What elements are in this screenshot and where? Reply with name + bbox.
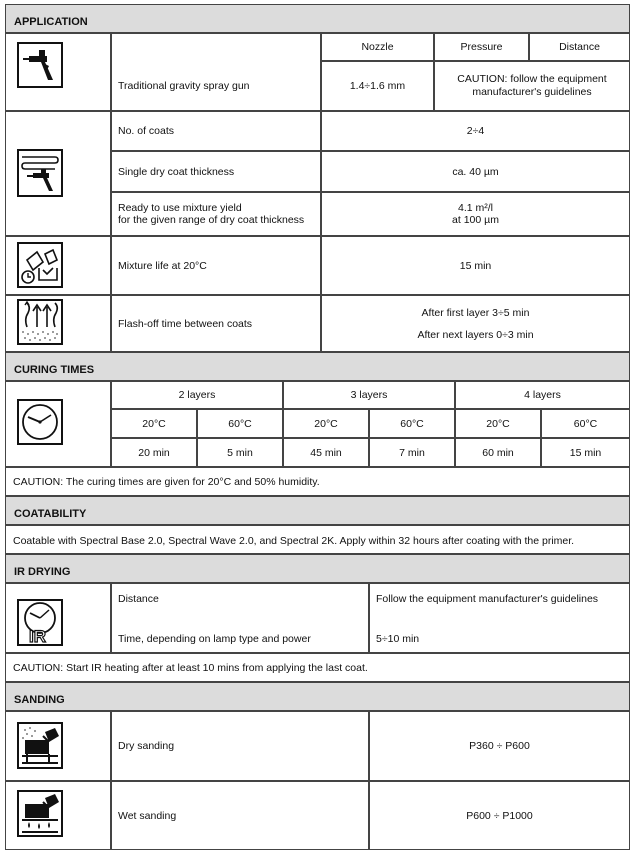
time-value-1: 20 min	[138, 447, 170, 459]
multi-coat-spray-icon	[17, 149, 63, 197]
dry-sanding-label: Dry sanding	[118, 740, 175, 752]
flash-off-icon	[17, 299, 63, 345]
ir-drying-title: IR DRYING	[14, 566, 71, 578]
ir-distance-label: Distance	[118, 593, 159, 605]
caution-equipment-line2: manufacturer's guidelines	[472, 86, 592, 98]
curing-header	[5, 352, 630, 381]
coatability-text: Coatable with Spectral Base 2.0, Spectral Wave 2.0, and Spectral 2K. Apply within 32 hours after coating with the primer.	[13, 535, 575, 547]
yield-value-line1: 4.1 m²/l	[457, 202, 493, 214]
ir-caution: CAUTION: Start IR heating after at least 10 mins from applying the last coat.	[13, 662, 368, 674]
coatability-header	[5, 496, 630, 525]
flash-off-value-line2: After next layers 0÷3 min	[417, 329, 534, 341]
coats-label: No. of coats	[118, 125, 175, 137]
clock-icon	[17, 399, 63, 445]
mixture-life-icon	[17, 242, 63, 288]
yield-label-line1: Ready to use mixture yield	[118, 202, 242, 214]
time-value-2: 5 min	[227, 447, 253, 459]
dry-sanding-icon	[17, 722, 63, 769]
mixture-life-label: Mixture life at 20°C	[118, 260, 207, 272]
yield-label-line2: for the given range of dry coat thickness	[118, 214, 305, 226]
time-value-4: 7 min	[399, 447, 425, 459]
thickness-label: Single dry coat thickness	[118, 166, 235, 178]
layers-4-label: 4 layers	[524, 389, 561, 401]
temp-value-6: 60°C	[573, 418, 598, 430]
ir-time-value: 5÷10 min	[376, 633, 420, 645]
dry-sanding-value: P360 ÷ P600	[469, 740, 530, 752]
temp-value-1: 20°C	[142, 418, 166, 430]
yield-value-line2: at 100 µm	[452, 214, 499, 226]
sanding-header	[5, 682, 630, 711]
temp-value-5: 20°C	[486, 418, 510, 430]
thickness-value: ca. 40 µm	[452, 166, 499, 178]
curing-caution: CAUTION: The curing times are given for 20°C and 50% humidity.	[13, 476, 320, 488]
ir-time-label: Time, depending on lamp type and power	[118, 633, 311, 645]
layers-3-label: 3 layers	[350, 389, 388, 401]
ir-drying-header	[5, 554, 630, 583]
coatability-title: COATABILITY	[14, 508, 87, 520]
nozzle-header: Nozzle	[361, 41, 394, 53]
pressure-header: Pressure	[460, 41, 503, 53]
wet-sanding-value: P600 ÷ P1000	[466, 810, 533, 822]
mixture-life-value: 15 min	[459, 260, 492, 272]
spray-gun-label-cell	[111, 33, 321, 111]
sanding-title: SANDING	[14, 694, 65, 706]
application-title: APPLICATION	[14, 16, 88, 28]
flash-off-value-line1: After first layer 3÷5 min	[421, 307, 530, 319]
spray-gun-icon	[17, 42, 63, 88]
ir-distance-value: Follow the equipment manufacturer's guidelines	[376, 593, 599, 605]
temp-value-3: 20°C	[314, 418, 338, 430]
flash-off-value-cell	[321, 295, 630, 352]
time-value-3: 45 min	[310, 447, 342, 459]
temp-value-4: 60°C	[400, 418, 424, 430]
distance-header: Distance	[559, 41, 600, 53]
time-value-6: 15 min	[569, 447, 602, 459]
coats-value: 2÷4	[466, 125, 485, 137]
layers-2-label: 2 layers	[178, 389, 216, 401]
wet-sanding-label: Wet sanding	[118, 810, 177, 822]
wet-sanding-icon	[17, 790, 63, 837]
caution-equipment-line1: CAUTION: follow the equipment	[457, 73, 607, 85]
nozzle-value: 1.4÷1.6 mm	[349, 80, 406, 92]
spray-gun-label: Traditional gravity spray gun	[118, 80, 250, 92]
application-header	[5, 4, 630, 33]
time-value-5: 60 min	[482, 447, 514, 459]
temp-value-2: 60°C	[228, 418, 252, 430]
ir-lamp-icon	[17, 599, 63, 646]
flash-off-label: Flash-off time between coats	[118, 318, 253, 330]
curing-title: CURING TIMES	[14, 364, 95, 376]
ir-icon-text: IR	[29, 627, 46, 644]
